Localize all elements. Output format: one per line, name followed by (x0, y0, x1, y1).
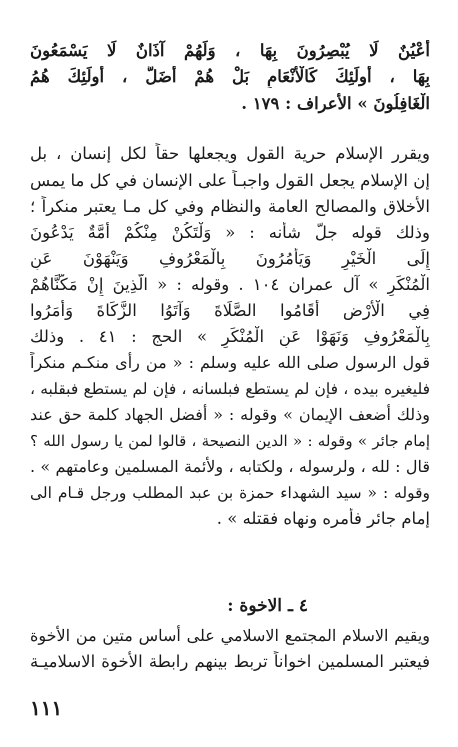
section-heading: ٤ ـ الاخوة : (227, 596, 308, 616)
text-line: ويقرر الإسلام حرية القول ويجعلها حقاً لكل إنسان ، بل (30, 144, 430, 163)
text-line: إمام جائر فأمره ونهاه فقتله » . (216, 509, 430, 528)
text-line: بِهَا ، أُولَئِكَ كَالْأَنْعَامِ بَلْ هُمْ أَضَلُّ ، أُولَئِكَ هُمُ (30, 67, 430, 86)
text-line: قول الرسول صلى الله عليه وسلم : « من رأى منكـم منكراً (30, 353, 430, 372)
text-line: أَعْيُنٌ لَا يُبْصِرُونَ بِهَا ، وَلَهُمْ آذَانٌ لَا يَسْمَعُونَ (30, 41, 430, 60)
text-line: فِي الْأَرْضِ أَقَامُوا الصَّلَاةَ وَآتَوُا الزَّكَاةَ وَأَمَرُوا (30, 301, 430, 320)
text-line: الأخلاق والمصالح العامة والنظام وفي كل مـا يعتبر منكراً ؛ (30, 197, 430, 216)
text-line: قال : لله ، ولرسوله ، ولكتابه ، ولأئمة المسلمين وعامتهم » . (30, 457, 430, 476)
text-line: فيعتبر المسلمين اخواناً تربط بينهم رابطة الأخوة الاسلاميـة (30, 652, 430, 671)
text-line: إن الإسلام يجعل القول واجبـاً على الإنسان في كل ما يمس (30, 171, 430, 190)
text-line: الْمُنْكَرِ » آل عمران ١٠٤ . وقوله : « الَّذِينَ إِنْ مَكَّنَّاهُمْ (30, 275, 430, 294)
text-line: ويقيم الاسلام المجتمع الاسلامي على أساس متين من الأخوة (30, 626, 430, 645)
text-line: بِالْمَعْرُوفِ وَنَهَوْا عَنِ الْمُنْكَرِ » الحج : ٤١ . وذلك (30, 327, 430, 346)
text-line: وذلك أضعف الإيمان » وقوله : « أفضل الجهاد كلمة حق عند (30, 405, 430, 424)
page-number: ١١١ (30, 696, 63, 720)
text-line: الْغَافِلُونَ » الأعراف : ١٧٩ . (241, 94, 430, 113)
text-line: وقوله : « سيد الشهداء حمزة بن عبد المطلب ورجل قـام الى (30, 484, 430, 502)
text-line: إِلَى الْخَيْرِ وَيَأْمُرُونَ بِالْمَعْرُوفِ وَيَنْهَوْنَ عَنِ (30, 249, 430, 268)
text-line: إمام جائر » وقوله : « الدين النصيحة ، قالوا لمن يا رسول الله ؟ (30, 432, 430, 450)
text-line: فليغيره بيده ، فإن لم يستطع فبلسانه ، فإن لم يستطع فبقلبه ، (30, 380, 430, 398)
text-line: وذلك قوله جلّ شأنه : « وَلْتَكُنْ مِنْكُمْ أُمَّةٌ يَدْعُونَ (30, 223, 430, 242)
